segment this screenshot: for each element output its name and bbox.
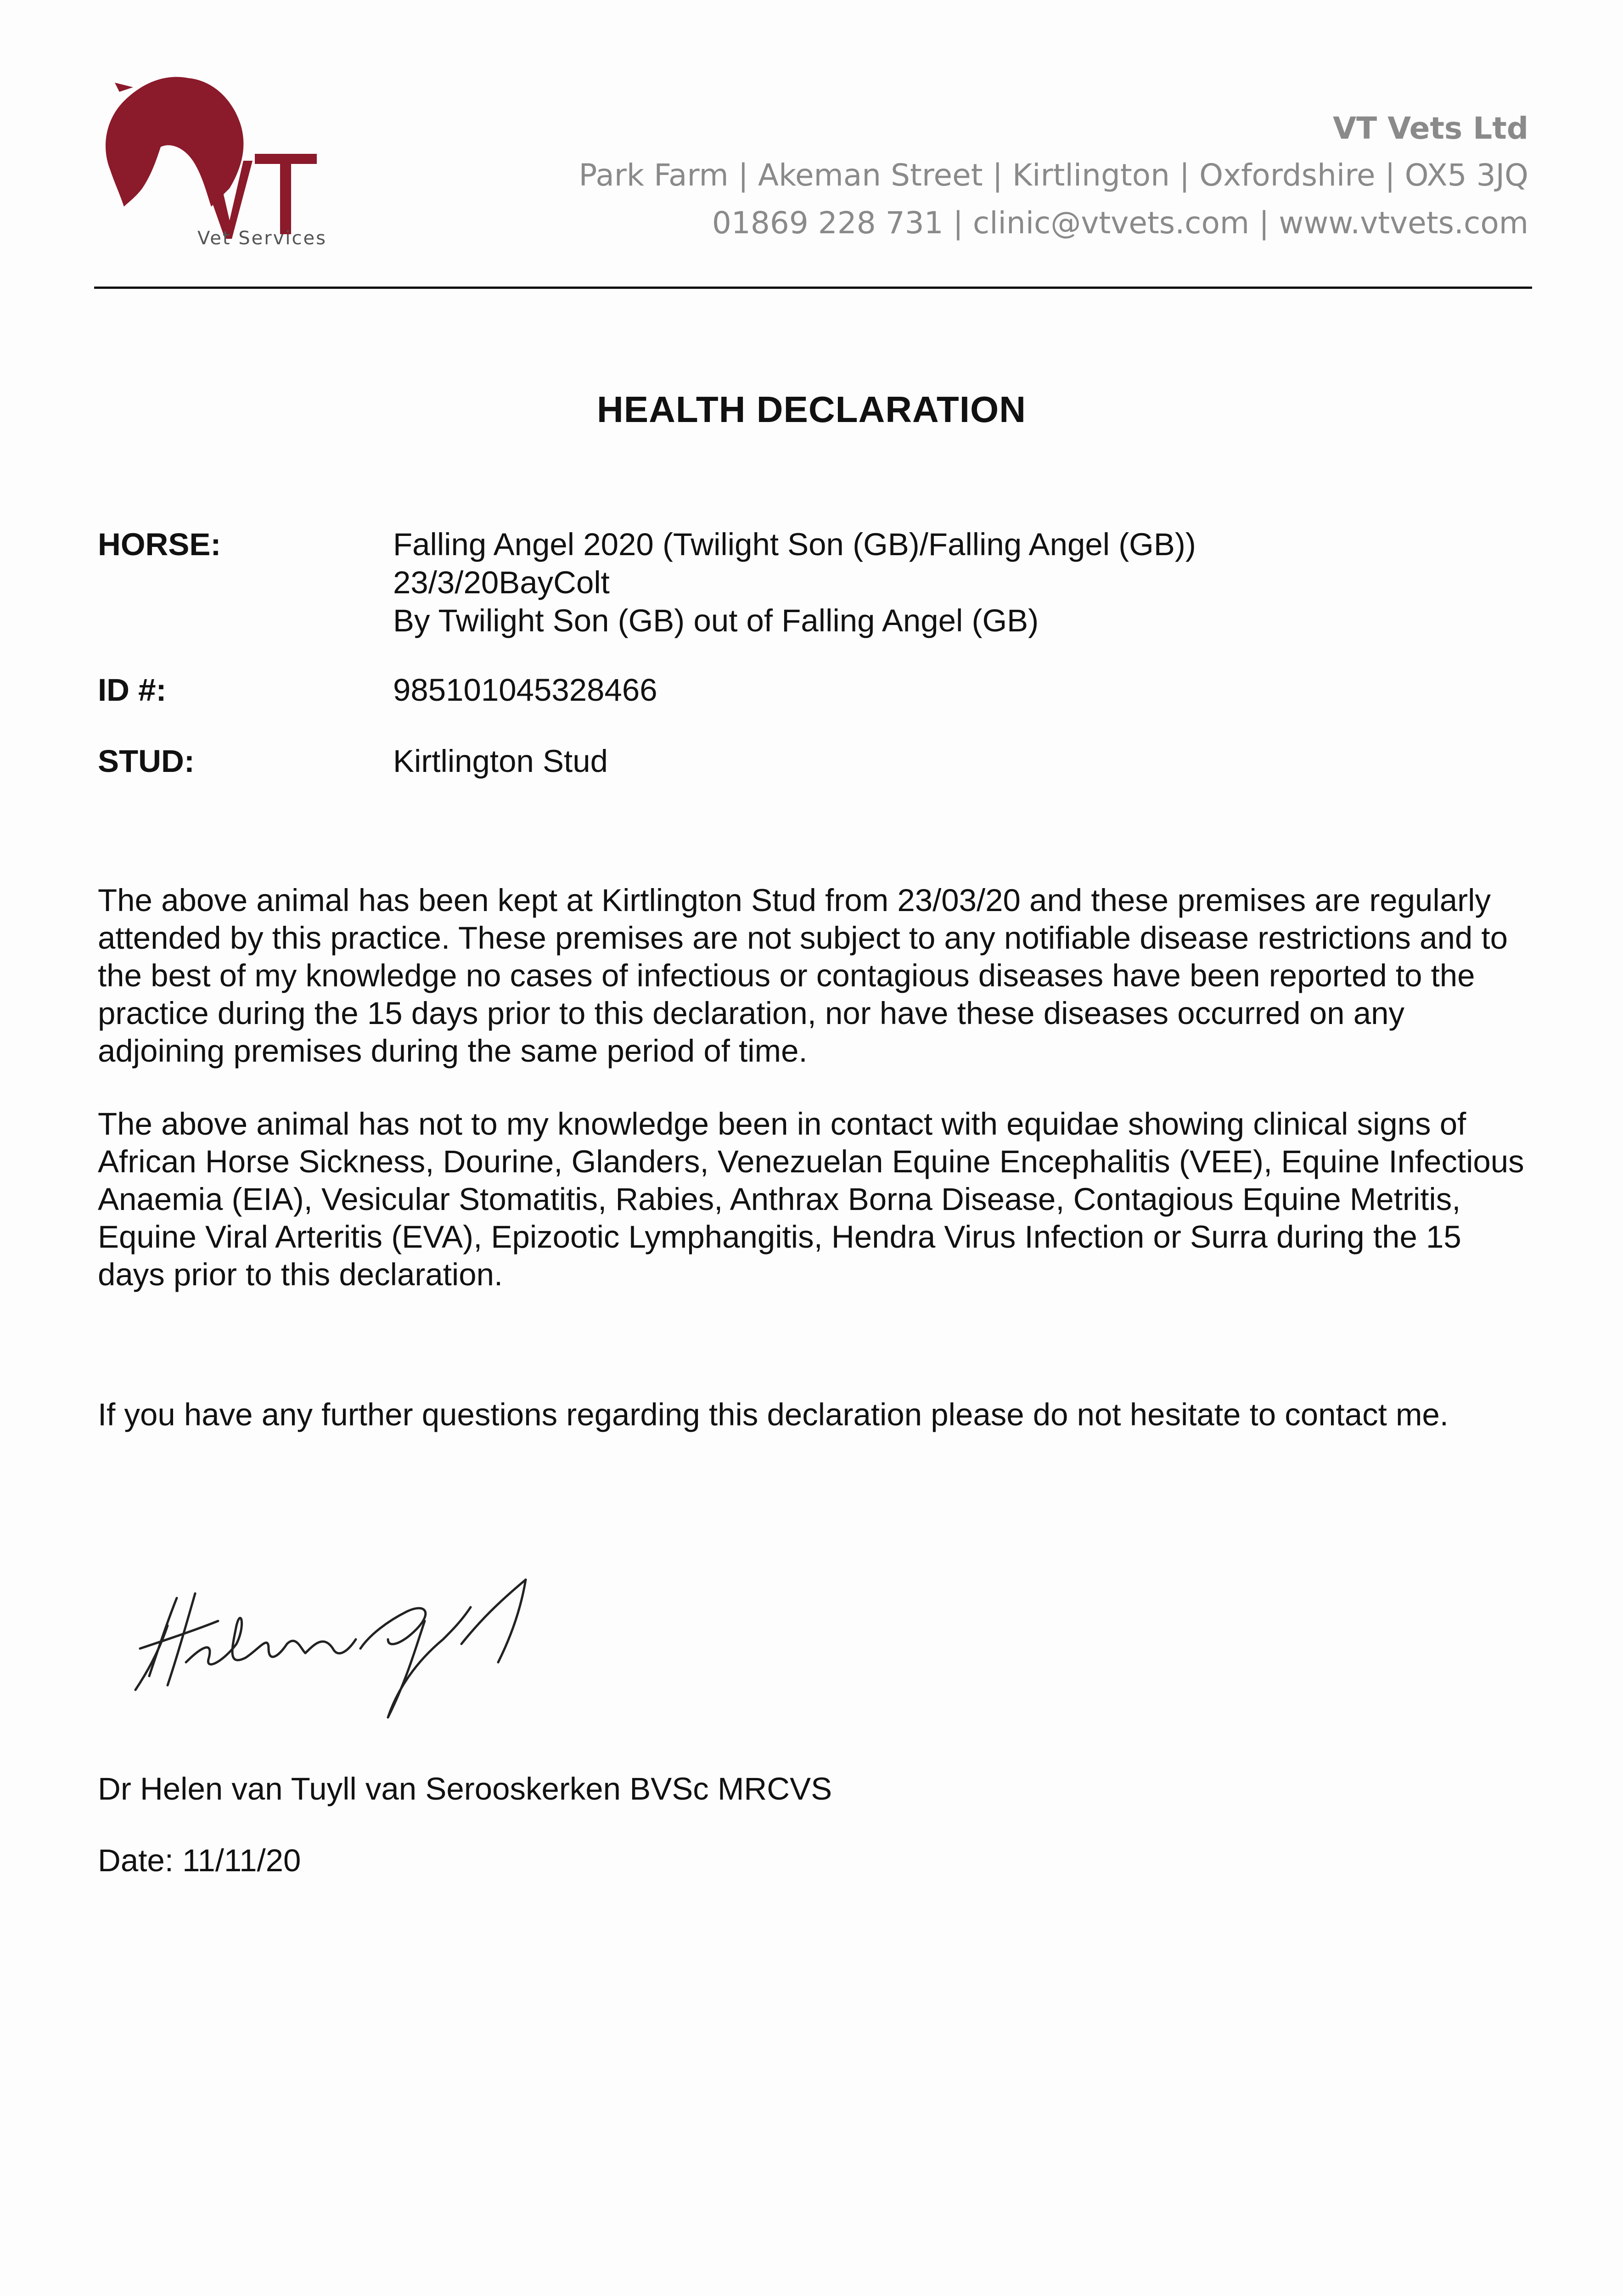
paragraph-premises: The above animal has been kept at Kirtlington Stud from 23/03/20 and these premises are regularly attended by this practice. These premises are not subject to any notifiable disease restrictions and to the best of my knowledge no cases of infectious or contagious diseases have been reported to the practice during the 15 days prior to this declaration, nor have these diseases occurred on any adjoining premises during the same period of time. — [98, 883, 1508, 1069]
company-name: VT Vets Ltd — [1333, 111, 1528, 146]
company-contact: 01869 228 731 | clinic@vtvets.com | www.vtvets.com — [712, 205, 1528, 241]
company-info — [579, 106, 1529, 247]
paragraph-questions: If you have any further questions regarding this declaration please do not hesitate to contact me. — [98, 1397, 1449, 1432]
stud-value: Kirtlington Stud — [393, 743, 608, 779]
logo-subtitle: Vet Services — [197, 228, 327, 248]
horse-label: HORSE: — [98, 527, 221, 562]
declaration-date: Date: 11/11/20 — [98, 1843, 301, 1878]
horse-value — [393, 525, 1196, 640]
company-logo — [92, 55, 358, 248]
header-divider — [94, 287, 1532, 289]
horse-name-line: Falling Angel 2020 (Twilight Son (GB)/Falling Angel (GB)) — [393, 527, 1196, 562]
stud-label: STUD: — [98, 743, 195, 779]
horse-breeding-line: By Twilight Son (GB) out of Falling Angel (GB) — [393, 603, 1039, 638]
paragraph-contact-diseases: The above animal has not to my knowledge been in contact with equidae showing clinical signs of African Horse Sickness, Dourine, Glanders, Venezuelan Equine Encephalitis (VEE), Equine Infectious Anaemia (EIA), Vesicular Stomatitis, Rabies, Anthrax Borna Disease, Contagious Equine Metritis, Equine Viral Arteritis (EVA), Epizootic Lymphangitis, Hendra Virus Infection or Surra during the 15 days prior to this declaration. — [98, 1106, 1524, 1292]
horse-dob-line: 23/3/20BayColt — [393, 565, 610, 600]
id-label: ID #: — [98, 672, 167, 708]
signer-name: Dr Helen van Tuyll van Serooskerken BVSc MRCVS — [98, 1771, 832, 1806]
company-address: Park Farm | Akeman Street | Kirtlington | Oxfordshire | OX5 3JQ — [578, 158, 1528, 193]
document-title: HEALTH DECLARATION — [597, 389, 1026, 430]
horse-head-logo-icon — [92, 55, 358, 248]
handwritten-signature — [131, 1570, 553, 1727]
id-value: 985101045328466 — [393, 672, 657, 708]
